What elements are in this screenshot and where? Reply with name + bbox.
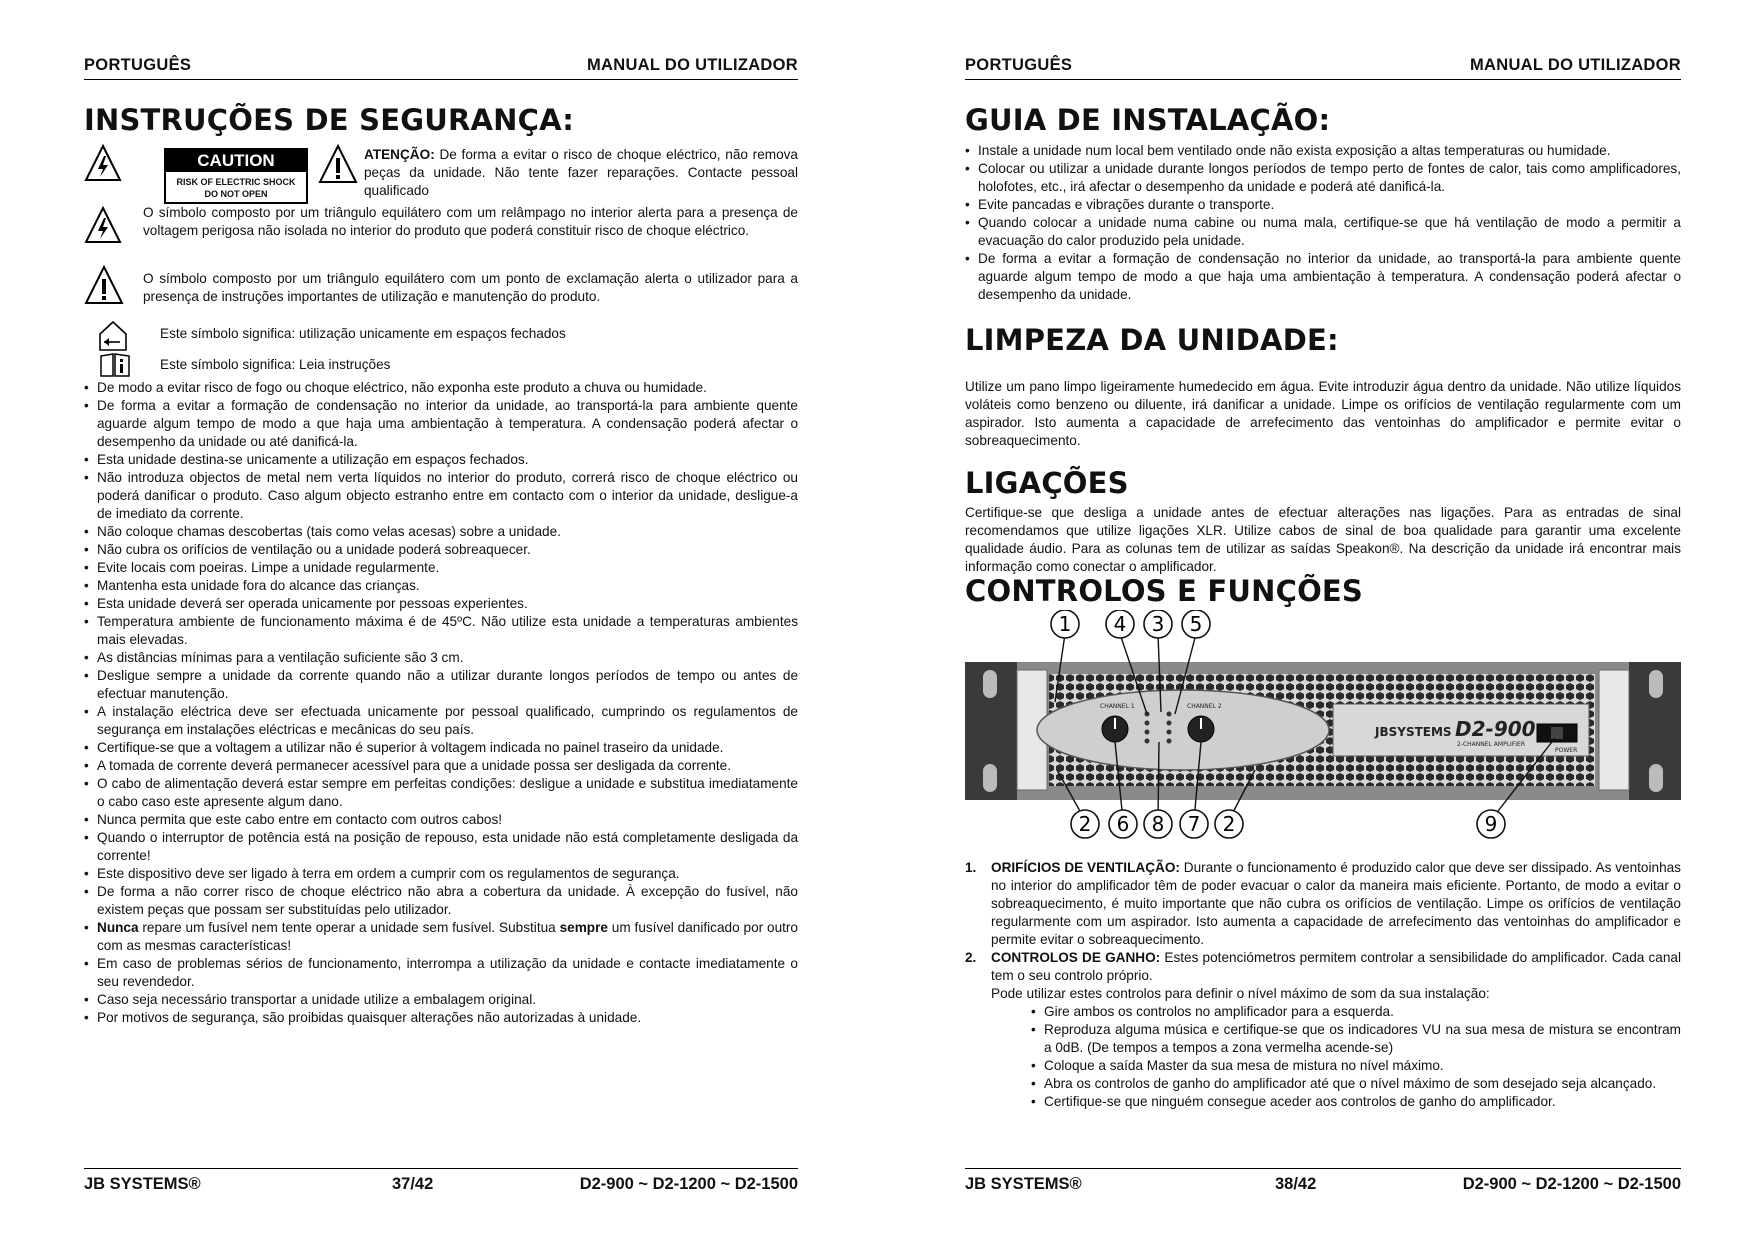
header-language: PORTUGUÊS xyxy=(965,56,1073,74)
left-footer xyxy=(84,1168,798,1193)
rack-hole xyxy=(1649,670,1663,698)
list-item: • Não cubra os orifícios de ventilação ou a unidade poderá sobreaquecer. xyxy=(84,541,798,559)
caution-label xyxy=(164,148,308,204)
safety-title: INSTRUÇÕES DE SEGURANÇA: xyxy=(84,103,575,137)
callout-label: 4 xyxy=(1113,612,1127,636)
bold-nunca: Nunca xyxy=(97,920,139,935)
list-item: • Esta unidade deverá ser operada unicamente por pessoas experientes. xyxy=(84,595,798,613)
footer-brand: JB SYSTEMS® xyxy=(965,1175,1082,1193)
channel-2-label: CHANNEL 2 xyxy=(1187,703,1222,710)
caution-risk-text: RISK OF ELECTRIC SHOCK xyxy=(176,177,296,187)
item-heading: ORIFÍCIOS DE VENTILAÇÃO: xyxy=(991,860,1180,875)
atencao-text: De forma a evitar o risco de choque eléctrico, não remova peças da unidade. Não tente fazer reparações. Contacte pessoal qualificado xyxy=(364,147,798,198)
list-item: • Gire ambos os controlos no amplificador para a esquerda. xyxy=(1031,1003,1681,1021)
exclamation-warning-icon xyxy=(318,144,358,184)
list-item: • Evite pancadas e vibrações durante o transporte. xyxy=(965,196,1681,214)
model-sub-label: 2-CHANNEL AMPLIFIER xyxy=(1457,741,1525,748)
list-item: • Esta unidade destina-se unicamente a utilização em espaços fechados. xyxy=(84,451,798,469)
rack-hole xyxy=(983,764,997,792)
guia-bullet-list xyxy=(965,142,1681,304)
exclamation-symbol-text: O símbolo composto por um triângulo equilátero com um ponto de exclamação alerta o utilizador para a presença de instruções importantes de utilização e manutenção do produto. xyxy=(143,271,798,304)
lightning-symbol-icon xyxy=(84,206,122,244)
list-item: • De forma a evitar a formação de condensação no interior da unidade, ao transportá-la para ambiente quente aguarde algum tempo de modo a que haja uma ambientação à temperatura. A condensação poderá afectar o desempenho da unidade ou até danificá-la. xyxy=(84,397,798,451)
callout-label: 9 xyxy=(1484,812,1498,836)
ligacoes-paragraph: Certifique-se que desliga a unidade antes de efectuar alterações nas ligações. Para as entradas de sinal recomendamos que utilize ligações XLR. Utilize cabos de sinal de boa qualidade para garantir uma excelente qualidade áudio. Para as colunas tem de utilizar as saídas Speakon®. Na descrição da unidade irá encontrar mais informação como conectar o amplificador. xyxy=(965,505,1681,574)
led-indicator xyxy=(1167,739,1172,744)
callout-label: 5 xyxy=(1189,612,1203,636)
rack-hole xyxy=(1649,764,1663,792)
footer-page-number: 37/42 xyxy=(392,1175,434,1193)
item-number: 1. xyxy=(965,860,977,875)
list-item: • Colocar ou utilizar a unidade durante longos períodos de tempo perto de fontes de calor, tais como amplificadores, holofotes, etc., irá afectar o desempenho da unidade e poderá até danificá-la. xyxy=(965,160,1681,196)
list-item: • Este dispositivo deve ser ligado à terra em ordem a cumprir com os regulamentos de segurança. xyxy=(84,865,798,883)
list-item: • De modo a evitar risco de fogo ou choque eléctrico, não exponha este produto a chuva ou humidade. xyxy=(84,379,798,397)
led-indicator xyxy=(1167,721,1172,726)
model-label: D2-900 xyxy=(1455,717,1536,741)
control-panel xyxy=(1037,690,1329,770)
bold-sempre: sempre xyxy=(559,920,608,935)
item-number: 2. xyxy=(965,950,977,965)
indoor-symbol-text: Este símbolo significa: utilização unicamente em espaços fechados xyxy=(160,326,566,341)
footer-models: D2-900 ~ D2-1200 ~ D2-1500 xyxy=(1462,1175,1681,1193)
rack-hole xyxy=(983,670,997,698)
list-item: • Desligue sempre a unidade da corrente quando não a utilizar durante longos períodos de tempo ou antes de efectuar manutenção. xyxy=(84,667,798,703)
list-item: • Caso seja necessário transportar a unidade utilize a embalagem original. xyxy=(84,991,798,1009)
led-indicator xyxy=(1167,712,1172,717)
atencao-label: ATENÇÃO: xyxy=(364,147,435,162)
brand-label: JBSYSTEMS xyxy=(1375,725,1452,739)
footer-page-number: 38/42 xyxy=(1275,1175,1317,1193)
list-item: • Instale a unidade num local bem ventilado onde não exista exposição a altas temperaturas ou humidade. xyxy=(965,142,1681,160)
list-item: • Reproduza alguma música e certifique-se que os indicadores VU na sua mesa de mistura se encontram a 0dB. (De tempos a tempos a zona vermelha acende-se) xyxy=(1031,1021,1681,1057)
header-language: PORTUGUÊS xyxy=(84,56,192,74)
caution-title: CAUTION xyxy=(166,150,306,172)
list-item-gain xyxy=(965,949,1681,1111)
callout-label: 6 xyxy=(1116,812,1130,836)
list-item: • Não introduza objectos de metal nem verta líquidos no interior do produto, correrá risco de choque eléctrico ou poderá danificar o produto. Caso algum objecto estranho entre em contacto com o interior da unidade, desligue-a de imediato da corrente. xyxy=(84,469,798,523)
callout-label: 8 xyxy=(1151,812,1165,836)
list-item-fuse xyxy=(84,919,798,955)
guia-title: GUIA DE INSTALAÇÃO: xyxy=(965,103,1331,137)
left-header xyxy=(84,52,798,80)
exclamation-symbol-icon xyxy=(84,265,124,305)
item-heading: CONTROLOS DE GANHO: xyxy=(991,950,1161,965)
callout-label: 2 xyxy=(1222,812,1236,836)
callout-label: 2 xyxy=(1078,812,1092,836)
lightning-warning-icon xyxy=(84,144,122,182)
callout-label: 7 xyxy=(1187,812,1201,836)
list-item: • As distâncias mínimas para a ventilação suficiente são 3 cm. xyxy=(84,649,798,667)
limpeza-title: LIMPEZA DA UNIDADE: xyxy=(965,323,1339,357)
controlos-title: CONTROLOS E FUNÇÕES xyxy=(965,574,1364,608)
led-indicator xyxy=(1167,730,1172,735)
list-item: • De forma a evitar a formação de condensação no interior da unidade, ao transportá-la para ambiente quente aguarde algum tempo de modo a que haja uma ambientação à temperatura. A condensação poderá afectar o desempenho da unidade. xyxy=(965,250,1681,304)
list-item: • Evite locais com poeiras. Limpe a unidade regularmente. xyxy=(84,559,798,577)
callout-label: 1 xyxy=(1058,612,1072,636)
right-header xyxy=(965,52,1681,80)
footer-brand: JB SYSTEMS® xyxy=(84,1175,201,1193)
handle-right xyxy=(1599,670,1629,790)
list-item: • Abra os controlos de ganho do amplificador até que o nível máximo de som desejado seja alcançado. xyxy=(1031,1075,1681,1093)
callout-label: 3 xyxy=(1151,612,1165,636)
fuse-text-2: um fusível danificado por outro com as mesmas características! xyxy=(97,920,798,953)
read-symbol-text: Este símbolo significa: Leia instruções xyxy=(160,357,391,372)
atencao-paragraph xyxy=(364,146,798,200)
caution-donotopen-text: DO NOT OPEN xyxy=(204,189,268,199)
list-item: • De forma a não correr risco de choque eléctrico não abra a cobertura da unidade. À excepção do fusível, não existem peças que possam ser substituídas pelo utilizador. xyxy=(84,883,798,919)
list-item: • Não coloque chamas descobertas (tais como velas acesas) sobre a unidade. xyxy=(84,523,798,541)
limpeza-paragraph: Utilize um pano limpo ligeiramente humedecido em água. Evite introduzir água dentro da unidade. Não utilize líquidos voláteis como benzeno ou diluente, irá danificar a unidade. Limpe os orifícios de ventilação regularmente com um aspirador. Isto aumenta a capacidade de arrefecimento das ventoinhas do amplificador e permite evitar o sobreaquecimento. xyxy=(965,379,1681,448)
list-item: • Mantenha esta unidade fora do alcance das crianças. xyxy=(84,577,798,595)
channel-1-label: CHANNEL 1 xyxy=(1100,703,1135,710)
list-item: • A instalação eléctrica deve ser efectuada unicamente por pessoal qualificado, cumprindo os regulamentos de segurança em instalações eléctricas e mecânicas do seu país. xyxy=(84,703,798,739)
list-item: • Coloque a saída Master da sua mesa de mistura no nível máximo. xyxy=(1031,1057,1681,1075)
list-item: • Quando colocar a unidade numa cabine ou numa mala, certifique-se que há ventilação de modo a permitir a evacuação do calor produzido pela unidade. xyxy=(965,214,1681,250)
right-page xyxy=(965,0,1681,1240)
controls-numbered-list xyxy=(965,859,1681,1111)
list-item: • Em caso de problemas sérios de funcionamento, interrompa a utilização da unidade e contacte imediatamente o seu revendedor. xyxy=(84,955,798,991)
right-footer xyxy=(965,1168,1681,1193)
item-text: Estes potenciómetros permitem controlar a sensibilidade do amplificador. Cada canal tem o seu controlo próprio. xyxy=(991,950,1681,983)
list-item: • Certifique-se que ninguém consegue aceder aos controlos de ganho do amplificador. xyxy=(1031,1093,1681,1111)
fuse-text-1: repare um fusível nem tente operar a unidade sem fusível. Substitua xyxy=(138,920,560,935)
list-item: • Nunca permita que este cabo entre em contacto com outros cabos! xyxy=(84,811,798,829)
header-manual-title: MANUAL DO UTILIZADOR xyxy=(1469,56,1681,74)
amplifier-front-panel-figure xyxy=(965,610,1681,850)
list-item: • Certifique-se que a voltagem a utilizar não é superior à voltagem indicada no painel traseiro da unidade. xyxy=(84,739,798,757)
list-item: • O cabo de alimentação deverá estar sempre em perfeitas condições: desligue a unidade e substitua imediatamente o cabo caso este apresente algum dano. xyxy=(84,775,798,811)
led-indicator xyxy=(1145,730,1150,735)
power-label: POWER xyxy=(1555,747,1578,754)
led-indicator xyxy=(1145,739,1150,744)
footer-models: D2-900 ~ D2-1200 ~ D2-1500 xyxy=(579,1175,798,1193)
list-item: • Por motivos de segurança, são proibidas quaisquer alterações não autorizadas à unidade. xyxy=(84,1009,798,1027)
read-instructions-icon xyxy=(98,352,132,378)
left-page xyxy=(84,0,798,1240)
gain-intro: Pode utilizar estes controlos para definir o nível máximo de som da sua instalação: xyxy=(991,986,1490,1001)
indoor-house-icon xyxy=(98,320,128,352)
item-text: Durante o funcionamento é produzido calor que deve ser dissipado. As ventoinhas no interior do amplificador têm de poder evacuar o calor da maneira mais eficiente. Portanto, de modo a evitar o sobreaquecimento, é muito importante que não cubra os orifícios de ventilação. Limpe os orifícios de ventilação regularmente com um aspirador. Isto aumenta a capacidade de arrefecimento das ventoinhas do amplificador e permite evitar o sobreaquecimento. xyxy=(991,860,1681,947)
safety-bullet-list xyxy=(84,379,798,1027)
ligacoes-title: LIGAÇÕES xyxy=(965,466,1129,500)
list-item: • Quando o interruptor de potência está na posição de repouso, esta unidade não está completamente desligada da corrente! xyxy=(84,829,798,865)
power-switch-rocker xyxy=(1551,727,1563,739)
lightning-symbol-text: O símbolo composto por um triângulo equilátero com um relâmpago no interior alerta para a presença de voltagem perigosa não isolada no interior do produto que poderá constituir risco de choque eléctrico. xyxy=(143,205,798,238)
list-item-ventilation xyxy=(965,859,1681,949)
gain-steps-list xyxy=(1031,1003,1681,1111)
header-manual-title: MANUAL DO UTILIZADOR xyxy=(586,56,798,74)
led-indicator xyxy=(1145,721,1150,726)
list-item: • A tomada de corrente deverá permanecer acessível para que a unidade possa ser desligada da corrente. xyxy=(84,757,798,775)
list-item: • Temperatura ambiente de funcionamento máxima é de 45ºC. Não utilize esta unidade a temperaturas ambientes mais elevadas. xyxy=(84,613,798,649)
